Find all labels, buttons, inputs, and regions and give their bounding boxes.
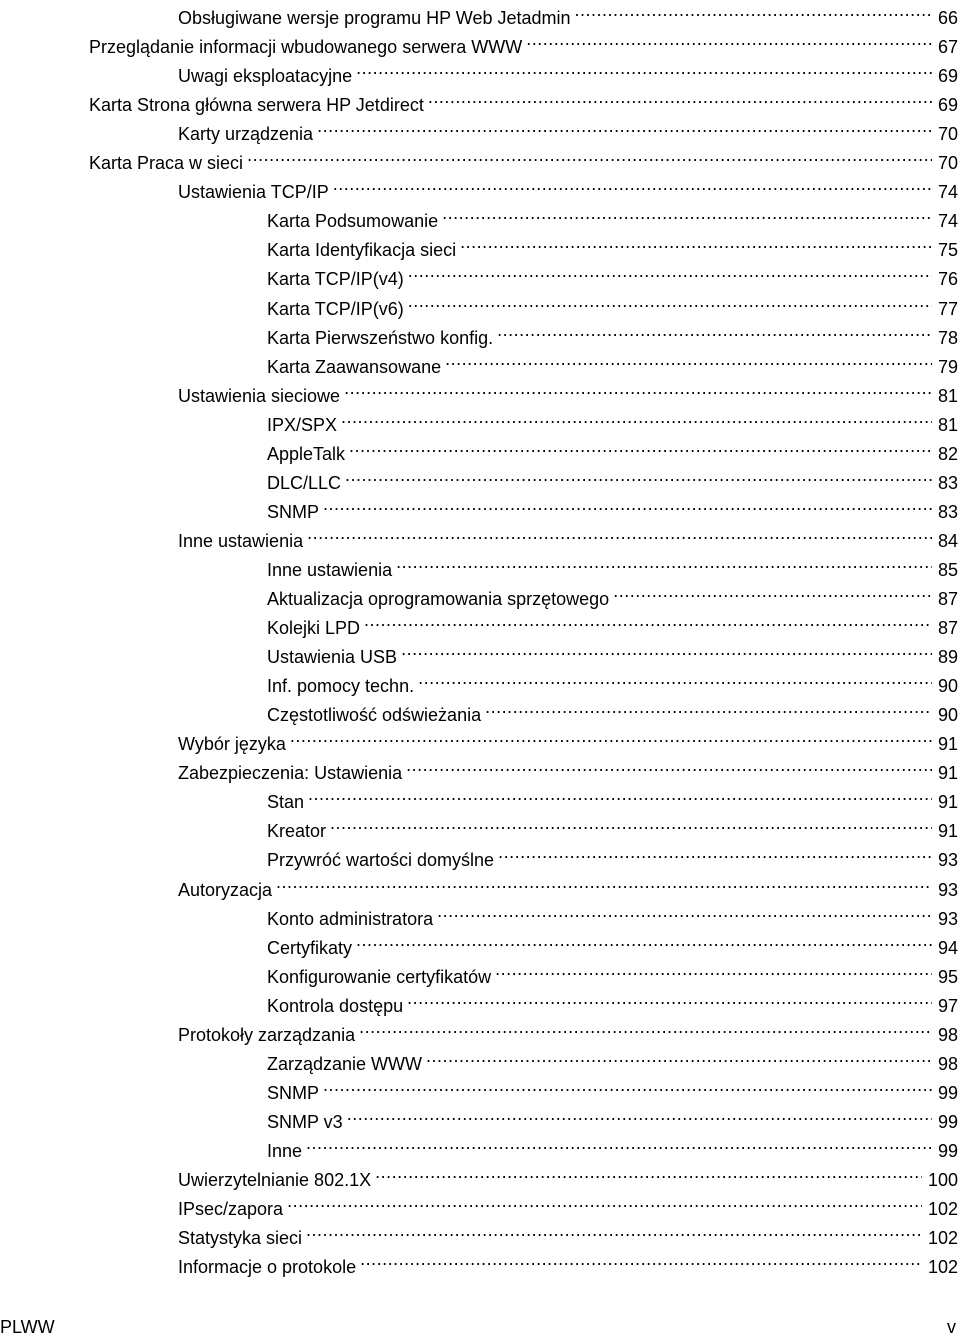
toc-dot-leader (408, 257, 932, 285)
toc-entry-title: SNMP v3 (267, 1111, 343, 1132)
toc-entry-title: SNMP (267, 1082, 320, 1103)
toc-entry-page: 69 (937, 66, 958, 87)
toc-entry[interactable] (178, 374, 958, 406)
toc-entry-page: 74 (937, 211, 958, 232)
toc-entry-page: 95 (937, 966, 958, 987)
toc-dot-leader (344, 374, 932, 402)
toc-entry-page: 99 (937, 1140, 958, 1161)
toc-entry-title: Karta Pierwszeństwo konfig. (267, 327, 494, 348)
toc-entry-page: 91 (937, 734, 958, 755)
toc-dot-leader (526, 25, 932, 53)
toc-entry-title: Karta Podsumowanie (267, 211, 439, 232)
toc-dot-leader (460, 228, 932, 256)
toc-entry[interactable] (267, 897, 958, 929)
toc-dot-leader (418, 664, 932, 692)
toc-dot-leader (308, 780, 932, 808)
toc-entry-title: Ustawienia USB (267, 647, 398, 668)
toc-entry-page: 85 (937, 559, 958, 580)
toc-entry-page: 83 (937, 472, 958, 493)
footer-page-number: v (947, 1317, 956, 1337)
toc-dot-leader (613, 577, 932, 605)
toc-dot-leader (247, 141, 932, 169)
toc-dot-leader (323, 1071, 932, 1099)
toc-entry[interactable] (267, 316, 958, 348)
toc-entry-title: Przeglądanie informacji wbudowanego serwera WWW (89, 37, 523, 58)
toc-entry[interactable] (267, 345, 958, 377)
toc-entry-page: 90 (937, 676, 958, 697)
toc-entry-page: 83 (937, 501, 958, 522)
footer-doc-id: PLWW (0, 1317, 55, 1337)
toc-entry[interactable] (267, 228, 958, 261)
toc-entry-title: Protokoły zarządzania (178, 1024, 356, 1045)
toc-entry[interactable] (267, 548, 958, 580)
toc-dot-leader (287, 1187, 922, 1215)
toc-entry-title: Uwierzytelnianie 802.1X (178, 1170, 372, 1190)
toc-entry[interactable] (267, 287, 958, 319)
toc-dot-leader (428, 83, 932, 111)
toc-entry[interactable] (267, 955, 958, 987)
toc-entry[interactable] (178, 54, 958, 87)
toc-entry[interactable] (267, 693, 958, 726)
toc-dot-leader (345, 461, 932, 489)
toc-entry-title: Kreator (267, 821, 327, 842)
toc-entry-title: IPsec/zapora (178, 1199, 284, 1220)
toc-entry-title: IPX/SPX (267, 414, 338, 435)
toc-entry-page: 90 (937, 705, 958, 726)
toc-entry-page: 93 (937, 879, 958, 900)
toc-entry[interactable] (178, 519, 958, 551)
toc-dot-leader (359, 1013, 932, 1041)
toc-dot-leader (445, 345, 932, 373)
toc-entry-page: 102 (927, 1257, 958, 1278)
toc-entry[interactable] (178, 1187, 958, 1220)
toc-entry[interactable] (178, 1013, 958, 1045)
toc-entry[interactable] (267, 1129, 958, 1161)
toc-dot-leader (307, 519, 932, 547)
toc-dot-leader (498, 838, 932, 866)
toc-entry-page: 91 (937, 821, 958, 842)
toc-entry[interactable] (178, 751, 958, 784)
toc-entry-page: 100 (927, 1170, 958, 1190)
toc-entry-title: Przywróć wartości domyślne (267, 850, 495, 871)
toc-entry-page: 84 (937, 530, 958, 551)
toc-entry-title: Kolejki LPD (267, 618, 361, 639)
toc-dot-leader (495, 955, 932, 983)
toc-entry-title: Uwagi eksploatacyjne (178, 66, 353, 87)
toc-entry-page: 74 (937, 182, 958, 203)
toc-entry[interactable] (267, 1100, 958, 1132)
toc-entry-page: 81 (937, 414, 958, 435)
toc-entry-title: Zabezpieczenia: Ustawienia (178, 763, 403, 784)
toc-entry-title: Zarządzanie WWW (267, 1053, 423, 1074)
toc-entry-page: 69 (937, 95, 958, 116)
toc-dot-leader (407, 984, 932, 1012)
toc-entry-title: Certyfikaty (267, 937, 353, 958)
toc-entry-page: 70 (937, 124, 958, 145)
toc-entry-title: Częstotliwość odświeżania (267, 705, 482, 726)
toc-dot-leader (406, 751, 932, 779)
toc-entry[interactable] (267, 926, 958, 958)
toc-entry-page: 89 (937, 647, 958, 668)
toc-entry-title: Inne ustawienia (267, 559, 393, 580)
toc-entry-title: Inne ustawienia (178, 530, 304, 551)
toc-entry[interactable] (267, 1071, 958, 1103)
toc-dot-leader (575, 0, 932, 24)
toc-entry-page: 67 (937, 37, 958, 58)
toc-entry[interactable] (267, 838, 958, 871)
toc-entry-title: DLC/LLC (267, 472, 342, 493)
toc-entry[interactable] (267, 1042, 958, 1074)
toc-dot-leader (323, 490, 932, 518)
toc-entry[interactable] (267, 199, 958, 232)
toc-entry-title: Inf. pomocy techn. (267, 676, 415, 697)
toc-entry-page: 93 (937, 908, 958, 929)
toc-entry-title: Karta Identyfikacja sieci (267, 240, 457, 261)
toc-entry-title: Karta TCP/IP(v6) (267, 298, 404, 319)
toc-entry-page: 91 (937, 763, 958, 784)
toc-entry-page: 99 (937, 1111, 958, 1132)
toc-dot-leader (364, 606, 932, 634)
toc-dot-leader (408, 287, 932, 315)
toc-entry-title: Wybór języka (178, 734, 286, 755)
toc-entry[interactable] (267, 461, 958, 493)
toc-dot-leader (356, 54, 932, 82)
toc-entry-page: 87 (937, 618, 958, 639)
toc-entry[interactable] (178, 1245, 958, 1278)
toc-entry[interactable] (178, 1216, 958, 1249)
toc-entry-page: 94 (937, 937, 958, 958)
toc-dot-leader (306, 1129, 932, 1157)
toc-entry-page: 76 (937, 269, 958, 290)
toc-entry-title: Inne (267, 1140, 303, 1161)
toc-entry-page: 98 (937, 1024, 958, 1045)
toc-entry-page: 79 (937, 356, 958, 377)
toc-entry-page: 70 (937, 153, 958, 174)
toc-entry-page: 75 (937, 240, 958, 261)
toc-entry-title: SNMP (267, 501, 320, 522)
toc-dot-leader (317, 112, 932, 140)
toc-entry[interactable] (267, 432, 958, 464)
toc-entry-page: 99 (937, 1082, 958, 1103)
toc-entry[interactable] (267, 403, 958, 435)
toc-entry-page: 93 (937, 850, 958, 871)
toc-entry-page: 102 (927, 1228, 958, 1249)
toc-entry[interactable] (267, 577, 958, 609)
toc-entry-title: Stan (267, 792, 305, 813)
toc-dot-leader (349, 432, 932, 460)
toc-entry-title: Obsługiwane wersje programu HP Web Jetadmin (178, 8, 571, 28)
toc-entry[interactable] (89, 25, 958, 58)
toc-entry[interactable] (178, 722, 958, 755)
toc-entry-page: 77 (937, 298, 958, 319)
toc-entry[interactable] (267, 257, 958, 290)
toc-dot-leader (330, 809, 932, 837)
toc-entry[interactable] (178, 868, 958, 900)
toc-entry[interactable] (267, 606, 958, 639)
toc-dot-leader (360, 1245, 922, 1273)
toc-dot-leader (276, 868, 932, 896)
toc-entry-title: Konfigurowanie certyfikatów (267, 966, 492, 987)
toc-entry-title: Autoryzacja (178, 879, 273, 900)
toc-dot-leader (426, 1042, 932, 1070)
toc-entry[interactable] (178, 170, 958, 203)
toc-entry-title: Karty urządzenia (178, 124, 314, 145)
toc-entry-title: Karta Strona główna serwera HP Jetdirect (89, 95, 424, 116)
toc-entry-page: 66 (937, 8, 958, 28)
toc-entry-title: Karta TCP/IP(v4) (267, 269, 404, 290)
toc-entry[interactable] (178, 112, 958, 145)
toc-entry[interactable] (267, 490, 958, 522)
toc-entry-title: Konto administratora (267, 908, 434, 929)
toc-entry[interactable] (89, 83, 958, 116)
toc-entry-page: 98 (937, 1053, 958, 1074)
toc-entry[interactable] (267, 635, 958, 668)
toc-entry-title: Aktualizacja oprogramowania sprzętowego (267, 589, 610, 609)
toc-entry[interactable] (267, 780, 958, 813)
toc-dot-leader (341, 403, 932, 431)
toc-entry-title: Karta Zaawansowane (267, 356, 442, 377)
toc-entry[interactable] (267, 664, 958, 697)
toc-entry-page: 78 (937, 327, 958, 348)
toc-entry[interactable] (267, 984, 958, 1016)
toc-entry-page: 81 (937, 385, 958, 406)
toc-entry-title: Ustawienia TCP/IP (178, 182, 329, 203)
toc-entry-page: 82 (937, 443, 958, 464)
toc-entry-title: Statystyka sieci (178, 1228, 303, 1249)
toc-dot-leader (375, 1158, 922, 1186)
toc-dot-leader (347, 1100, 932, 1128)
toc-entry-title: Kontrola dostępu (267, 995, 404, 1016)
toc-entry-title: AppleTalk (267, 443, 346, 464)
toc-entry[interactable] (178, 1158, 958, 1190)
toc-entry-page: 87 (937, 589, 958, 609)
toc-dot-leader (401, 635, 932, 663)
toc-dot-leader (396, 548, 932, 576)
toc-dot-leader (333, 170, 932, 198)
toc-entry[interactable] (267, 809, 958, 842)
toc-entry[interactable] (178, 0, 958, 28)
toc-dot-leader (290, 722, 932, 750)
toc-entry-title: Ustawienia sieciowe (178, 385, 341, 406)
toc-entry-page: 97 (937, 995, 958, 1016)
toc-dot-leader (442, 199, 932, 227)
toc-entry-page: 102 (927, 1199, 958, 1220)
toc-dot-leader (497, 316, 932, 344)
toc-dot-leader (437, 897, 932, 925)
toc-entry-title: Karta Praca w sieci (89, 153, 244, 174)
toc-entry-page: 91 (937, 792, 958, 813)
toc-entry[interactable] (89, 141, 958, 174)
toc-dot-leader (306, 1216, 922, 1244)
toc-dot-leader (356, 926, 932, 954)
toc-dot-leader (485, 693, 932, 721)
toc-entry-title: Informacje o protokole (178, 1257, 357, 1278)
